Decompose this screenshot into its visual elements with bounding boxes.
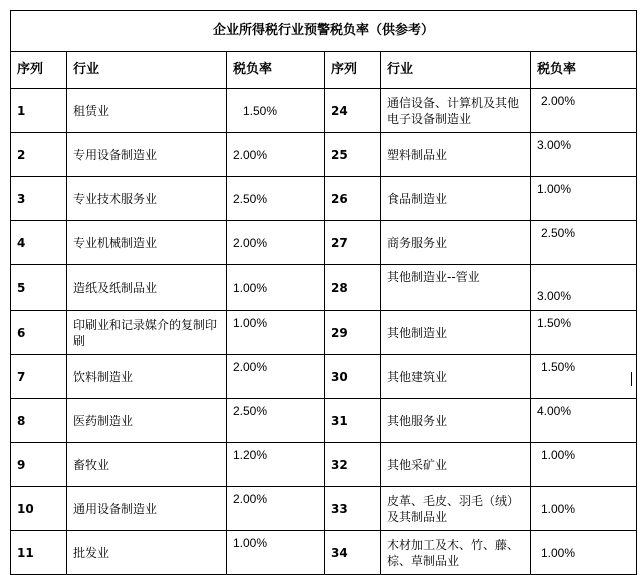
seq-cell: 27	[325, 221, 381, 265]
seq-cell: 24	[325, 89, 381, 133]
seq-cell: 10	[11, 487, 67, 531]
industry-cell: 饮料制造业	[67, 355, 227, 399]
table-row	[11, 133, 637, 177]
seq-cell: 11	[11, 531, 67, 575]
seq-cell: 32	[325, 443, 381, 487]
rate-cell: 2.00%	[227, 487, 325, 531]
rate-cell: 1.00%	[227, 265, 325, 311]
title-row	[11, 11, 637, 52]
rate-cell: 1.20%	[227, 443, 325, 487]
header-seq-right: 序列	[325, 52, 381, 89]
rate-cell: 1.50%	[531, 355, 637, 399]
industry-cell: 通信设备、计算机及其他电子设备制造业	[381, 89, 531, 133]
table-title: 企业所得税行业预警税负率（供参考）	[11, 11, 637, 52]
seq-cell: 30	[325, 355, 381, 399]
seq-cell: 29	[325, 311, 381, 355]
seq-cell: 3	[11, 177, 67, 221]
rate-cell: 1.00%	[227, 311, 325, 355]
seq-cell: 5	[11, 265, 67, 311]
table-row	[11, 399, 637, 443]
industry-cell: 其他采矿业	[381, 443, 531, 487]
rate-cell: 2.50%	[227, 177, 325, 221]
industry-cell: 塑料制品业	[381, 133, 531, 177]
text-cursor	[631, 372, 632, 386]
table-row	[11, 443, 637, 487]
seq-cell: 4	[11, 221, 67, 265]
header-industry-left: 行业	[67, 52, 227, 89]
seq-cell: 25	[325, 133, 381, 177]
seq-cell: 6	[11, 311, 67, 355]
rate-cell: 2.00%	[227, 133, 325, 177]
header-seq-left: 序列	[11, 52, 67, 89]
header-rate-left: 税负率	[227, 52, 325, 89]
seq-cell: 9	[11, 443, 67, 487]
table-row	[11, 487, 637, 531]
industry-cell: 木材加工及木、竹、藤、棕、草制品业	[381, 531, 531, 575]
table-row	[11, 177, 637, 221]
seq-cell: 33	[325, 487, 381, 531]
seq-cell: 34	[325, 531, 381, 575]
industry-cell: 批发业	[67, 531, 227, 575]
seq-cell: 28	[325, 265, 381, 311]
industry-cell: 专业技术服务业	[67, 177, 227, 221]
rate-cell: 1.50%	[227, 89, 325, 133]
rate-cell: 1.00%	[227, 531, 325, 575]
rate-cell: 3.00%	[531, 133, 637, 177]
rate-cell: 1.00%	[531, 531, 637, 575]
seq-cell: 2	[11, 133, 67, 177]
rate-cell: 1.00%	[531, 443, 637, 487]
industry-cell: 印刷业和记录媒介的复制印刷	[67, 311, 227, 355]
industry-cell: 专业机械制造业	[67, 221, 227, 265]
industry-cell: 其他制造业--管业	[381, 265, 531, 311]
rate-cell: 1.50%	[531, 311, 637, 355]
rate-cell: 1.00%	[531, 177, 637, 221]
industry-cell: 皮革、毛皮、羽毛（绒）及其制品业	[381, 487, 531, 531]
header-industry-right: 行业	[381, 52, 531, 89]
rate-cell: 2.50%	[227, 399, 325, 443]
industry-cell: 医药制造业	[67, 399, 227, 443]
rate-cell: 2.00%	[531, 89, 637, 133]
industry-cell: 专用设备制造业	[67, 133, 227, 177]
industry-cell: 其他服务业	[381, 399, 531, 443]
table-row	[11, 531, 637, 575]
industry-cell: 其他制造业	[381, 311, 531, 355]
industry-cell: 通用设备制造业	[67, 487, 227, 531]
industry-cell: 其他建筑业	[381, 355, 531, 399]
header-rate-right: 税负率	[531, 52, 637, 89]
seq-cell: 1	[11, 89, 67, 133]
rate-cell: 2.00%	[227, 355, 325, 399]
rate-cell: 2.00%	[227, 221, 325, 265]
table-row	[11, 89, 637, 133]
table-row	[11, 221, 637, 265]
rate-cell: 3.00%	[531, 265, 637, 311]
rate-cell: 4.00%	[531, 399, 637, 443]
industry-cell: 商务服务业	[381, 221, 531, 265]
header-row	[11, 52, 637, 89]
rate-cell: 1.00%	[531, 487, 637, 531]
industry-cell: 畜牧业	[67, 443, 227, 487]
tax-rate-table	[10, 10, 637, 575]
industry-cell: 租赁业	[67, 89, 227, 133]
seq-cell: 7	[11, 355, 67, 399]
table-row	[11, 265, 637, 311]
rate-cell: 2.50%	[531, 221, 637, 265]
seq-cell: 8	[11, 399, 67, 443]
table-row	[11, 311, 637, 355]
industry-cell: 造纸及纸制品业	[67, 265, 227, 311]
industry-cell: 食品制造业	[381, 177, 531, 221]
seq-cell: 31	[325, 399, 381, 443]
seq-cell: 26	[325, 177, 381, 221]
table-row	[11, 355, 637, 399]
tax-rate-sheet	[10, 10, 636, 575]
